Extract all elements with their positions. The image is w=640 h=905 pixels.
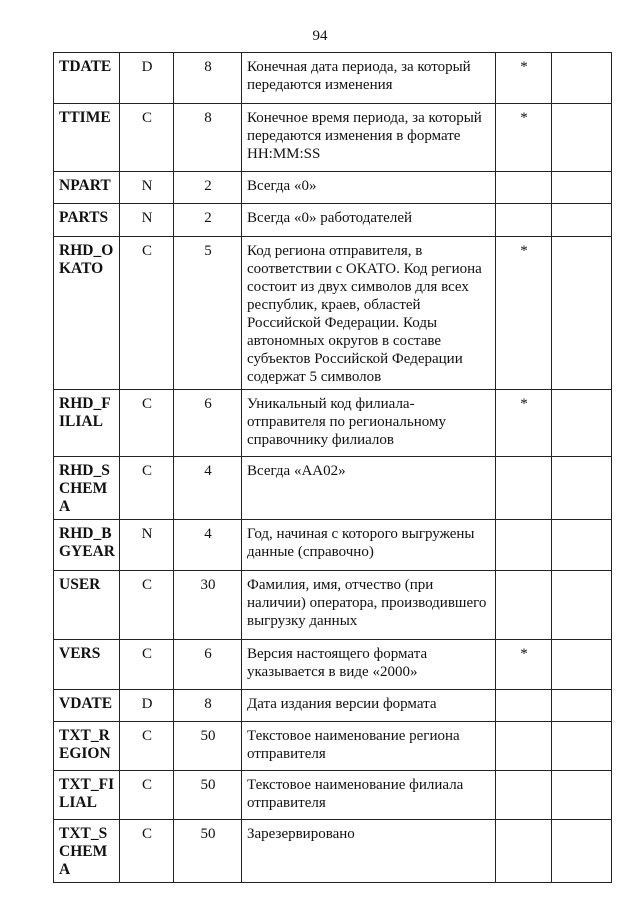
field-name: NPART [54,172,120,204]
field-required-mark: * [496,104,552,172]
field-name: VERS [54,640,120,690]
field-extra [552,820,612,883]
field-length: 50 [174,820,242,883]
field-name: RHD_BGYEAR [54,520,120,571]
field-required-mark [496,172,552,204]
field-type: C [120,640,174,690]
table-row [54,204,612,237]
field-name: TDATE [54,53,120,104]
field-name: TXT_FILIAL [54,771,120,820]
field-name: RHD_FILIAL [54,390,120,457]
field-description: Текстовое наименование филиала отправителя [242,771,496,820]
field-type: C [120,771,174,820]
field-description: Всегда «0» работодателей [242,204,496,237]
field-type: C [120,390,174,457]
field-length: 50 [174,722,242,771]
table-row [54,722,612,771]
field-name: USER [54,571,120,640]
field-extra [552,237,612,390]
field-description: Дата издания версии формата [242,690,496,722]
table-row [54,571,612,640]
field-extra [552,104,612,172]
field-description: Конечная дата периода, за который передаются изменения [242,53,496,104]
table-row [54,690,612,722]
field-extra [552,390,612,457]
table-row [54,53,612,104]
field-name: RHD_SCHEMA [54,457,120,520]
field-type: C [120,104,174,172]
table-row [54,104,612,172]
field-extra [552,204,612,237]
field-type: C [120,237,174,390]
field-required-mark [496,457,552,520]
table-row [54,390,612,457]
field-description: Всегда «0» [242,172,496,204]
field-type: C [120,722,174,771]
field-required-mark [496,771,552,820]
field-extra [552,771,612,820]
field-length: 4 [174,457,242,520]
field-length: 5 [174,237,242,390]
field-required-mark [496,204,552,237]
field-length: 6 [174,640,242,690]
field-type: N [120,520,174,571]
page-number: 94 [312,28,328,44]
field-name: TXT_REGION [54,722,120,771]
field-length: 50 [174,771,242,820]
field-extra [552,53,612,104]
table-row [54,520,612,571]
table-row [54,640,612,690]
field-type: D [120,53,174,104]
field-required-mark [496,520,552,571]
field-required-mark: * [496,53,552,104]
field-extra [552,640,612,690]
field-description: Уникальный код филиала-отправителя по региональному справочнику филиалов [242,390,496,457]
field-required-mark [496,690,552,722]
field-extra [552,571,612,640]
field-name: RHD_OKATO [54,237,120,390]
field-type: C [120,571,174,640]
field-name: TTIME [54,104,120,172]
field-description: Конечное время периода, за который передаются изменения в формате HH:MM:SS [242,104,496,172]
field-length: 2 [174,204,242,237]
table-row [54,237,612,390]
field-description: Год, начиная с которого выгружены данные (справочно) [242,520,496,571]
field-length: 8 [174,53,242,104]
field-length: 4 [174,520,242,571]
field-name: TXT_SCHEMA [54,820,120,883]
field-length: 8 [174,104,242,172]
field-type: C [120,457,174,520]
field-required-mark: * [496,390,552,457]
field-type: N [120,204,174,237]
field-required-mark [496,571,552,640]
field-extra [552,172,612,204]
field-extra [552,690,612,722]
field-description: Текстовое наименование региона отправителя [242,722,496,771]
field-type: N [120,172,174,204]
field-extra [552,722,612,771]
field-length: 6 [174,390,242,457]
field-description: Версия настоящего формата указывается в виде «2000» [242,640,496,690]
field-type: C [120,820,174,883]
field-description: Код региона отправителя, в соответствии с ОКАТО. Код региона состоит из двух символов для всех республик, краев, областей Российской Федерации. Коды автономных округов в составе субъектов Российской Федерации содержат 5 символов [242,237,496,390]
field-required-mark [496,722,552,771]
table-row [54,172,612,204]
field-required-mark: * [496,237,552,390]
field-length: 30 [174,571,242,640]
field-description: Фамилия, имя, отчество (при наличии) оператора, производившего выгрузку данных [242,571,496,640]
field-type: D [120,690,174,722]
field-extra [552,520,612,571]
field-spec-table [53,52,612,883]
table-row [54,457,612,520]
field-length: 8 [174,690,242,722]
field-description: Зарезервировано [242,820,496,883]
field-description: Всегда «AA02» [242,457,496,520]
table-row [54,771,612,820]
field-extra [552,457,612,520]
table-row [54,820,612,883]
field-required-mark [496,820,552,883]
field-name: PARTS [54,204,120,237]
field-name: VDATE [54,690,120,722]
field-length: 2 [174,172,242,204]
field-required-mark: * [496,640,552,690]
